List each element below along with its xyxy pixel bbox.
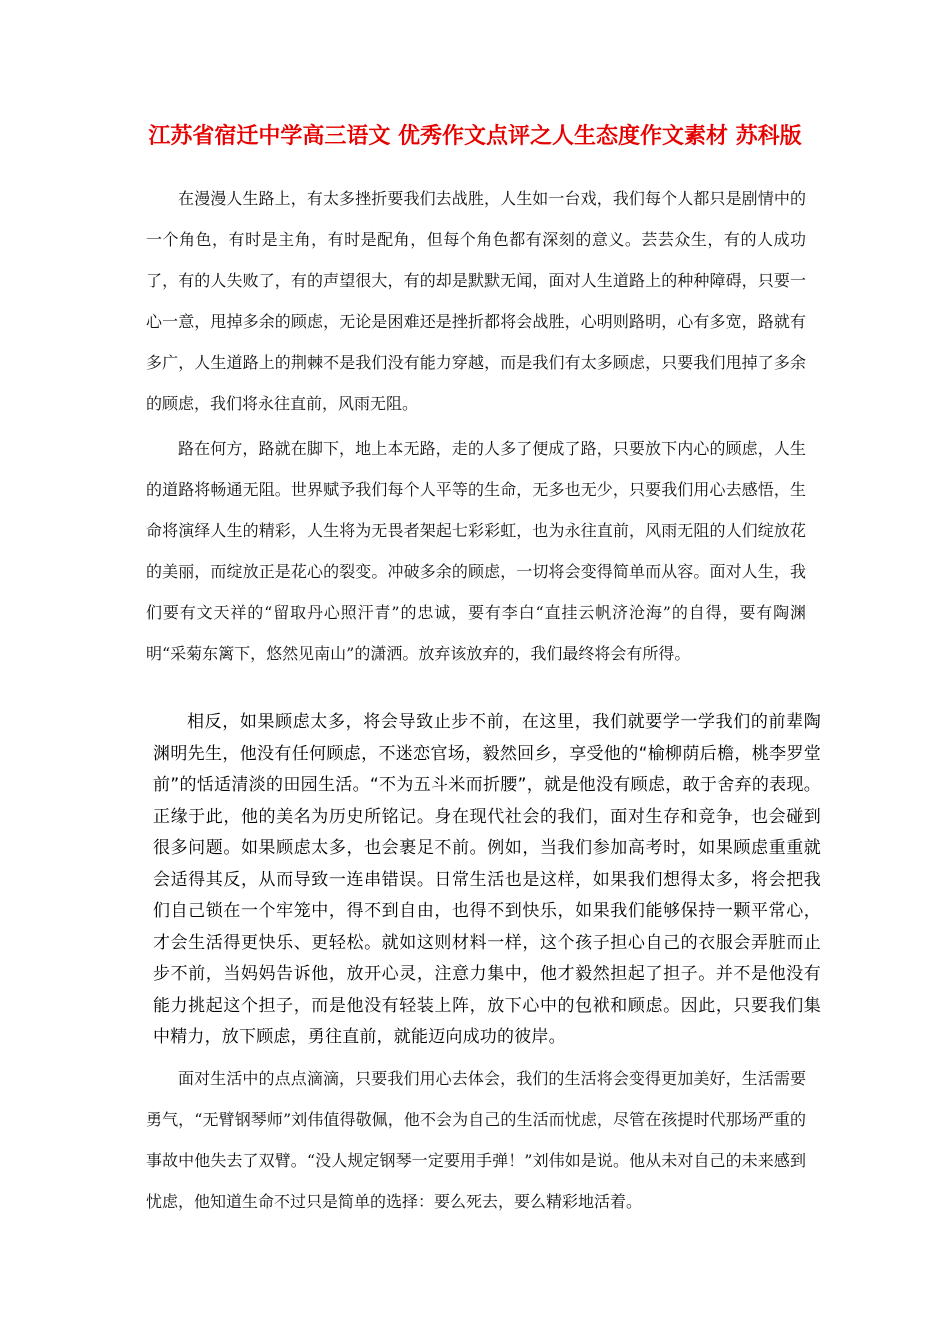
paragraph-1: 在漫漫人生路上，有太多挫折要我们去战胜，人生如一台戏，我们每个人都只是剧情中的一个角色，有时是主角，有时是配角，但每个角色都有深刻的意义。芸芸众生，有的人成功了，有的人失败了，有的声望很大，有的却是默默无闻，面对人生道路上的种种障碍，只要一心一意，甩掉多余的顾虑，无论是困难还是挫折都将会战胜，心明则路明，心有多宽，路就有多广，人生道路上的荆棘不是我们没有能力穿越，而是我们有太多顾虑，只要我们甩掉了多余的顾虑，我们将永往直前，风雨无阻。 xyxy=(146,189,806,413)
paragraph-3: 相反，如果顾虑太多，将会导致止步不前，在这里，我们就要学一学我们的前辈陶渊明先生，他没有任何顾虑，不迷恋官场，毅然回乡，享受他的“榆柳荫后檐，桃李罗堂前”的恬适清淡的田园生活。“不为五斗米而折腰”，就是他没有顾虑，敢于舍弃的表现。正缘于此，他的美名为历史所铭记。身在现代社会的我们，面对生存和竞争，也会碰到很多问题。如果顾虑太多，也会裹足不前。例如，当我们参加高考时，如果顾虑重重就会适得其反，从而导致一连串错误。日常生活也是这样，如果我们想得太多，将会把我们自己锁在一个牢笼中，得不到自由，也得不到快乐，如果我们能够保持一颗平常心，才会生活得更快乐、更轻松。就如这则材料一样，这个孩子担心自己的衣服会弄脏而止步不前，当妈妈告诉他，放开心灵，注意力集中，他才毅然担起了担子。并不是他没有能力挑起这个担子，而是他没有轻装上阵，放下心中的包袱和顾虑。因此，只要我们集中精力，放下顾虑，勇往直前，就能迈向成功的彼岸。 xyxy=(153,712,821,1047)
document-title: 江苏省宿迁中学高三语文 优秀作文点评之人生态度作文素材 苏科版 xyxy=(148,124,802,149)
paragraph-2: 路在何方，路就在脚下，地上本无路，走的人多了便成了路，只要放下内心的顾虑，人生的道路将畅通无阻。世界赋予我们每个人平等的生命，无多也无少，只要我们用心去感悟，生命将演绎人生的精彩，人生将为无畏者架起七彩彩虹，也为永往直前，风雨无阻的人们绽放花的美丽，而绽放正是花心的裂变。冲破多余的顾虑，一切将会变得简单而从容。面对人生，我们要有文天祥的“留取丹心照汗青”的忠诚，要有李白“直挂云帆济沧海”的自得，要有陶渊明“采菊东篱下，悠然见南山”的潇洒。放弃该放弃的，我们最终将会有所得。 xyxy=(146,439,806,663)
paragraph-4: 面对生活中的点点滴滴，只要我们用心去体会，我们的生活将会变得更加美好，生活需要勇气，“无臂钢琴师”刘伟值得敬佩，他不会为自己的生活而忧虑，尽管在孩提时代那场严重的事故中他失去了双臂。“没人规定钢琴一定要用手弹！”刘伟如是说。他从未对自己的未来感到忧虑，他知道生命不过只是简单的选择：要么死去，要么精彩地活着。 xyxy=(146,1069,806,1211)
